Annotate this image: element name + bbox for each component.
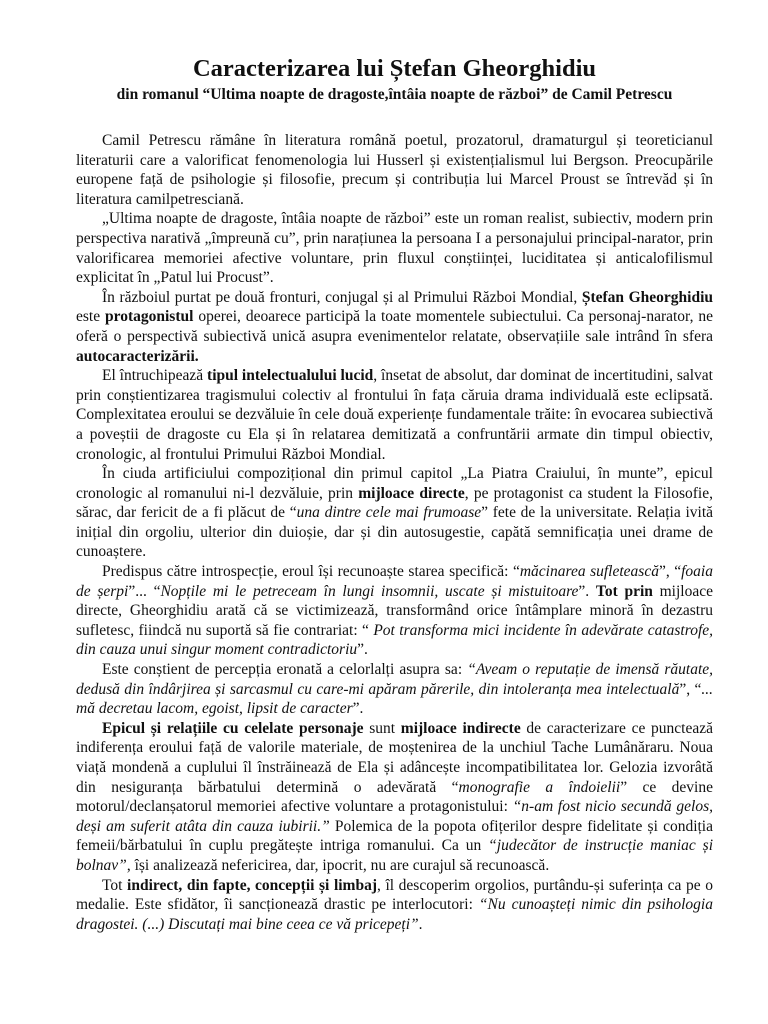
italic-quote: măcinarea sufletească <box>519 563 659 581</box>
bold-text: autocaracterizării. <box>76 347 199 365</box>
document-body <box>76 131 713 934</box>
italic-quote: ... mă decretau lacom, egoist, lipsit de caracter <box>76 680 713 718</box>
bold-text: Epicul și relațiile cu celelate personaje <box>102 719 364 737</box>
bold-text: tipul intelectualului lucid <box>207 367 374 385</box>
text-run: . <box>418 915 423 933</box>
text-run: ”, “ <box>679 680 702 698</box>
italic-quote: “Aveam o reputație de imensă răutate, dedusă din îndârjirea și sarcasmul cu care-mi apăram părerile, din intoleranța mea intelectuală <box>76 661 714 698</box>
paragraph <box>76 288 713 366</box>
text-run: Predispus către introspecție, eroul își recunoaște starea specifică: “ <box>102 563 520 581</box>
text-run: Tot <box>102 876 128 894</box>
italic-quote: una dintre cele mai frumoase <box>296 504 482 522</box>
text-run: sunt <box>363 719 401 737</box>
document-title: Caracterizarea lui Ștefan Gheorghidiu <box>192 55 597 82</box>
text-run: mijloace directe, Gheorghidiu arată că se victimizează, transformând orice întâmplare minoră în dezastru sufletesc, fiindcă nu suportă să fie contrariat: “ <box>76 582 713 639</box>
paragraph <box>76 131 713 209</box>
paragraph <box>76 562 713 660</box>
italic-quote: “judecător de instrucție maniac și bolnav” <box>76 837 713 874</box>
text-run: operei, deoarece participă la toate momentele subiectului. Ca personaj-narator, ne oferă o perspectivă subiectivă unică asupra evenimentelor relatate, observațiile sale intrând în sfera <box>76 308 713 345</box>
text-run: este <box>76 308 105 326</box>
text-run: „Ultima noapte de dragoste, întâia noapte de război” este un roman realist, subiectiv, modern prin perspectiva narativă „împreună cu”, prin narațiunea la persoana I a personajului principal-narator, prin valorificarea memoriei afective voluntare, prin fluxul conștiinței, luciditatea și anticalofilismul explicitat în „Patul lui Procust”. <box>76 210 713 287</box>
paragraph <box>76 366 713 464</box>
paragraph <box>76 719 713 876</box>
text-run: Polemica de la popota ofițerilor despre fidelitate și condiția femeii/bărbatului în cuplu pregătește intriga romanului. Ca un <box>76 817 713 855</box>
text-run: Este conștient de percepția eronată a celorlalți asupra sa: <box>102 661 468 679</box>
text-run: El întruchipează <box>102 367 208 385</box>
text-run: În ciuda artificiului compozițional din primul capitol „La Piatra Craiului, în munte”, epicul cronologic al romanului ni-l dezvăluie, prin <box>76 465 713 502</box>
text-run: ”. <box>352 700 364 718</box>
italic-quote: monografie a îndoielii <box>458 778 621 796</box>
italic-quote: “n-am fost nicio secundă gelos, deși am suferit atâta din cauza iubirii.” <box>76 798 713 835</box>
text-run: , însetat de absolut, dar dominat de incertitudini, salvat prin conștientizarea tragismului colectiv al frontului în fața căruia drama individuală este eclipsată. Complexitatea eroului se dezvăluie în cele două experiențe fundamentale trăite: în evocarea subiectivă a poveștii de dragoste cu Ela și în relatarea demitizată a confruntării armate din timpul obiectiv, cronologic, al frontului Primului Război Mondial. <box>76 367 713 463</box>
document-subtitle: din romanul “Ultima noapte de dragoste,întâia noapte de război” de Camil Petrescu <box>116 86 673 103</box>
bold-text: protagonistul <box>105 308 194 326</box>
italic-quote: “Nu cunoașteți nimic din psihologia dragostei. (...) Discutați mai bine ceea ce vă pricepeți” <box>76 896 713 933</box>
text-run: , îl descoperim orgolios, purtându-și suferința ca pe o medalie. Este sfidător, îi sancționează drastic pe interlocutori: <box>76 876 713 914</box>
paragraph <box>76 209 713 287</box>
text-run: de caracterizare ce punctează indiferența eroului față de valorile materiale, de moștenirea de la unchiul Tache Lumânăraru. Noua viață mondenă a cuplului îl înstrăinează de Ela și adâncește incompatibilitatea lor. Gelozia izvorâtă din nesiguranța bărbatului determină o adevărată “ <box>76 719 713 796</box>
text-run: ”. <box>578 582 596 600</box>
paragraph <box>76 660 713 719</box>
bold-text: Ștefan Gheorghidiu <box>581 288 713 306</box>
text-run: ” fete de la universitate. Relația ivită inițial din orgoliu, ulterior din duioșie, dar și din autosugestie, capătă semnificația unei drame de cunoaștere. <box>76 504 714 561</box>
bold-text: Tot prin <box>595 582 653 600</box>
text-run: În războiul purtat pe două fronturi, conjugal și al Primului Război Mondial, <box>102 288 582 306</box>
bold-text: mijloace indirecte <box>400 719 521 737</box>
text-run: , pe protagonist ca student la Filosofie, sărac, dar fericit de a fi plăcut de “ <box>76 484 713 522</box>
italic-quote: Nopțile mi le petreceam în lungi insomnii, uscate și mistuitoare <box>160 582 579 600</box>
text-run: Camil Petrescu rămâne în literatura română poetul, prozatorul, dramaturgul și teoreticianul literaturii care a valorificat fenomenologia lui Husserl și existențialismul lui Bergson. Preocupările europene față de psihologie și filosofie, precum și contribuția lui Marcel Proust se întrevăd și în literatura camilpetresciană. <box>76 132 713 208</box>
italic-quote: Pot transforma mici incidente în adevărate catastrofe, din cauza unui singur moment contradictoriu <box>76 621 713 659</box>
bold-text: mijloace directe <box>358 484 465 502</box>
text-run: ” ce devine motorul/declanșatorul memoriei afective voluntare a protagonistului: <box>76 778 713 816</box>
text-run: ”. <box>357 641 368 659</box>
italic-quote: foaia de șerpi <box>76 563 713 600</box>
text-run: ”... “ <box>128 582 161 600</box>
paragraph <box>76 876 713 935</box>
paragraph <box>76 464 713 562</box>
bold-text: indirect, din fapte, concepții și limbaj <box>127 876 377 894</box>
text-run: ”, “ <box>658 563 682 581</box>
text-run: , își analizează nefericirea, dar, ipocrit, nu are curajul să recunoască. <box>126 856 550 874</box>
